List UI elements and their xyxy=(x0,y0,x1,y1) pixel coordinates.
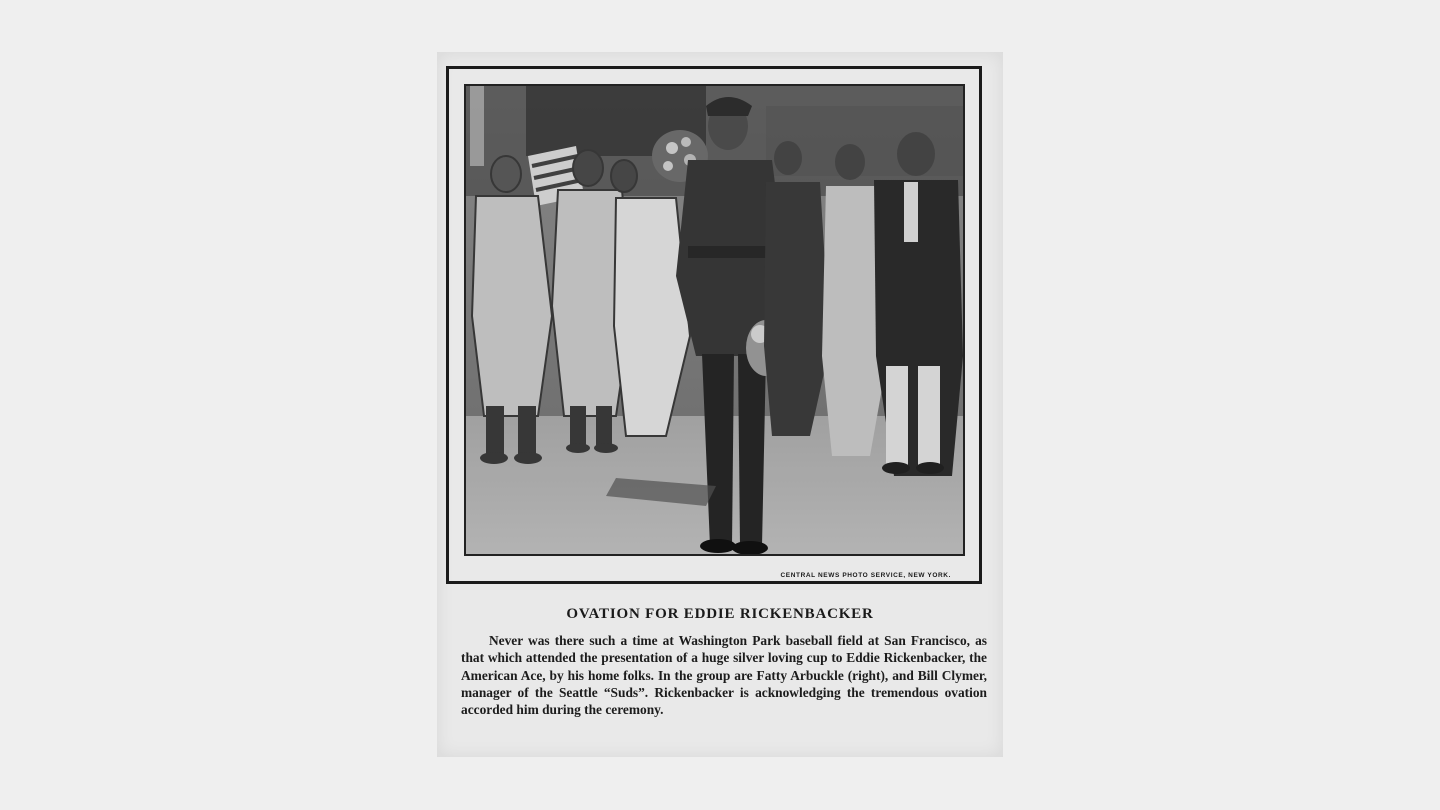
headline: OVATION FOR EDDIE RICKENBACKER xyxy=(566,606,874,622)
news-photo xyxy=(466,86,963,554)
caption-text: Never was there such a time at Washington Park baseball field at San Francisco, as that which attended the presentation of a huge silver loving cup to Eddie Rickenbacker, the American Ace, by his home folks. In the group are Fatty Arbuckle (right), and Bill Clymer, manager of the Seattle “Suds”. Rickenbacker is acknowledging the tremendous ovation accorded him during the ceremony. xyxy=(461,633,987,718)
photo-outer-border xyxy=(446,66,982,584)
photo-frame xyxy=(464,84,965,556)
newspaper-clipping xyxy=(437,52,1003,757)
photo-credit: CENTRAL NEWS PHOTO SERVICE, NEW YORK. xyxy=(780,572,951,579)
